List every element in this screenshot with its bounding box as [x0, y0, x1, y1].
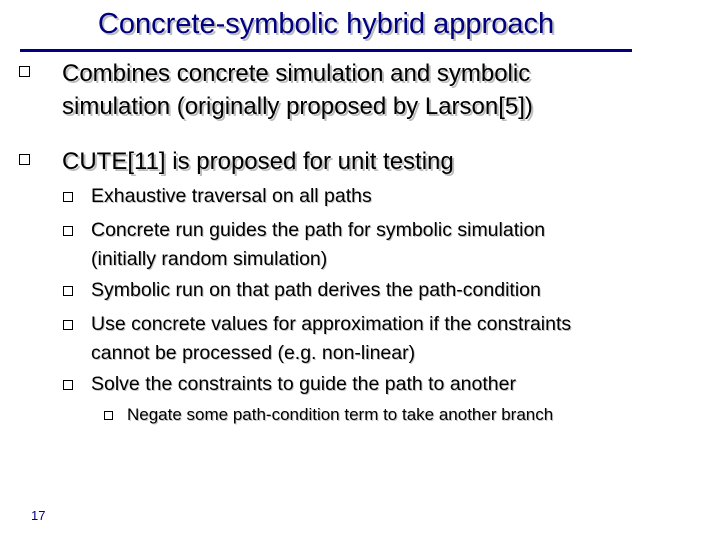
title-underline: [20, 49, 632, 52]
sub-bullet-4-line-2: cannot be processed (e.g. non-linear): [91, 342, 416, 364]
sub-bullet-box-icon: [63, 286, 73, 296]
sub-bullet-box-icon: [63, 192, 73, 202]
bullet-2-text: CUTE[11] is proposed for unit testing: [62, 148, 454, 175]
sub-bullet-2-line-1: Concrete run guides the path for symbolic simulation: [91, 219, 546, 241]
slide-title: Concrete-symbolic hybrid approach: [97, 8, 555, 40]
page-number: 17: [31, 508, 46, 523]
bullet-box-icon: [19, 154, 30, 165]
bullet-box-icon: [19, 66, 30, 77]
bullet-1-line-1: Combines concrete simulation and symbolic: [62, 60, 531, 87]
sub-bullet-1-text: Exhaustive traversal on all paths: [91, 185, 372, 207]
sub-bullet-2-line-2: (initially random simulation): [91, 248, 328, 270]
sub-bullet-3-text: Symbolic run on that path derives the path-condition: [91, 279, 541, 301]
sub-bullet-5-text: Solve the constraints to guide the path to another: [91, 373, 516, 395]
sub-bullet-box-icon: [63, 226, 73, 236]
sub-sub-bullet-box-icon: [104, 411, 113, 420]
sub-bullet-box-icon: [63, 320, 73, 330]
sub-bullet-box-icon: [63, 380, 73, 390]
bullet-1-line-2: simulation (originally proposed by Larson[5]): [62, 93, 533, 120]
sub-sub-bullet-1-text: Negate some path-condition term to take another branch: [127, 405, 554, 424]
sub-bullet-4-line-1: Use concrete values for approximation if the constraints: [91, 313, 572, 335]
